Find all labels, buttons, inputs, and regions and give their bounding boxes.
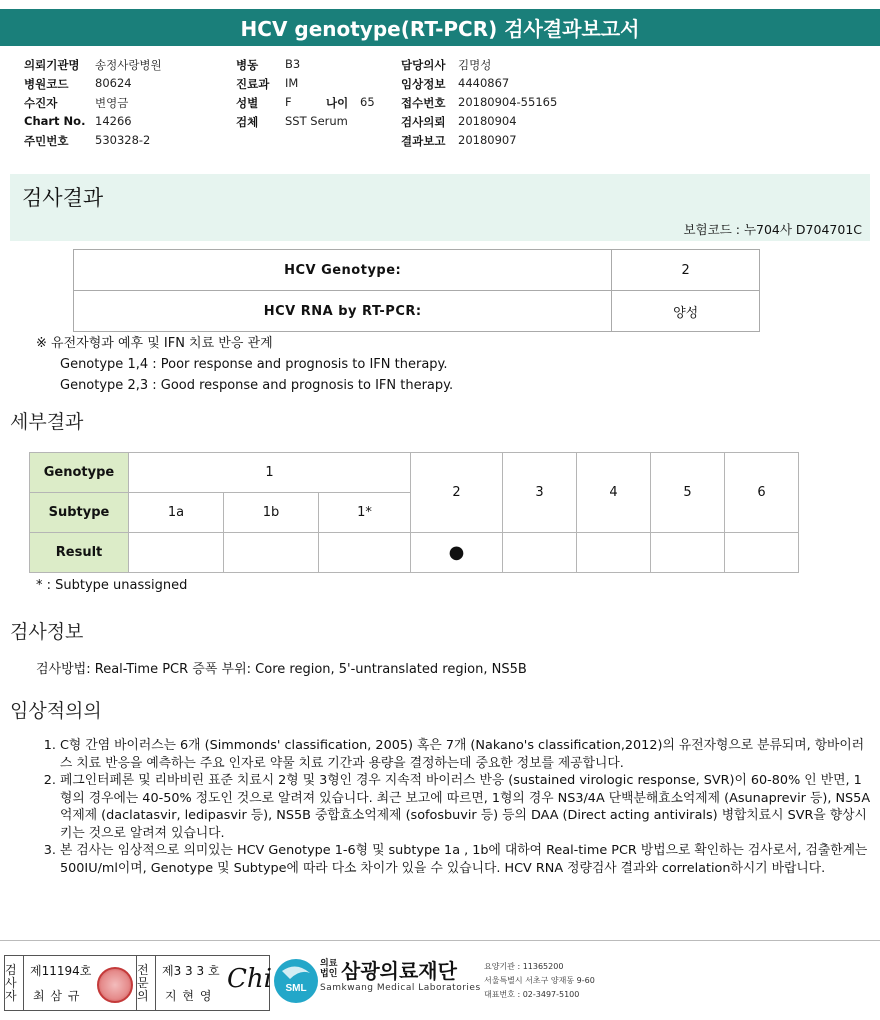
info-label: Chart No. bbox=[24, 114, 86, 128]
report-title: HCV genotype(RT-PCR) 검사결과보고서 bbox=[0, 9, 880, 46]
row-label-subtype: Subtype bbox=[30, 493, 129, 533]
info-label: 담당의사 bbox=[401, 58, 446, 72]
signer2-name: 지 현 영 bbox=[165, 989, 213, 1003]
info-label: 의뢰기관명 bbox=[24, 58, 80, 72]
subtype-cell: 1b bbox=[224, 493, 319, 533]
genotype-1: 1 bbox=[129, 453, 411, 493]
info-value: 80624 bbox=[95, 76, 132, 90]
info-value: 14266 bbox=[95, 114, 132, 128]
org-detail: 요양기관 : 11365200 bbox=[484, 962, 564, 971]
result-value: 2 bbox=[612, 250, 760, 291]
info-value: 20180907 bbox=[458, 133, 517, 147]
genotype-cell: 2 bbox=[411, 453, 503, 533]
row-label-genotype: Genotype bbox=[30, 453, 129, 493]
info-label: 병동 bbox=[236, 58, 259, 72]
info-label: 수진자 bbox=[24, 96, 58, 110]
result-cell bbox=[577, 533, 651, 573]
info-value: 송정사랑병원 bbox=[95, 58, 162, 72]
clinical-text bbox=[36, 737, 872, 877]
list-item: 2. 페그인터페론 및 리바비린 표준 치료시 2형 및 3형인 경우 지속적 바이러스 반응 (sustained virologic response, SVR)이 60-80% 인 반면, 1형의 경우에는 40-50% 정도인 것으로 알려져 있습니다. 최근 보고에 따르면, 1형의 경우 NS3/4A 단백분해효소억제제 (Asunaprevir 등), NS5A 억제제 (daclatasvir, ledipasvir 등), NS5B 중합효소억제제 (sofosbuvir 등) 등의 DAA (Direct acting antivirals) 병합치료시 SVR을 향상시키는 것으로 알려져 있습니다. bbox=[60, 772, 872, 842]
info-label: 진료과 bbox=[236, 77, 270, 91]
age-label: 나이 bbox=[326, 96, 349, 110]
signature-icon: Chi bbox=[227, 964, 272, 994]
prognosis-note bbox=[36, 333, 453, 396]
detail-table bbox=[29, 452, 799, 573]
footer-divider bbox=[0, 940, 880, 941]
info-label: 접수번호 bbox=[401, 96, 446, 110]
info-label: 성별 bbox=[236, 96, 259, 110]
info-label: 검체 bbox=[236, 115, 259, 129]
info-label: 주민번호 bbox=[24, 134, 69, 148]
info-value: 530328-2 bbox=[95, 133, 151, 147]
table-row bbox=[74, 250, 760, 291]
signature-box bbox=[4, 955, 270, 1011]
org-name: 삼광의료재단 bbox=[341, 959, 457, 983]
list-item: 3. 본 검사는 임상적으로 의미있는 HCV Genotype 1-6형 및 subtype 1a , 1b에 대하여 Real-time PCR 방법으로 확인하는 검사로서, 검출한계는 500IU/ml이며, Genotype 및 Subtype에 따라 다소 차이가 있을 수 있습니다. HCV RNA 정량검사 결과와 correlation하시기 바랍니다. bbox=[60, 842, 872, 877]
insurance-code: 보험코드 : 누704사 D704701C bbox=[683, 222, 862, 237]
info-value: 변영금 bbox=[95, 96, 129, 110]
org-detail: 서울특별시 서초구 양재동 9-60 bbox=[484, 976, 595, 985]
info-label: 병원코드 bbox=[24, 77, 69, 91]
signer2-license: 제3 3 3 호 bbox=[162, 964, 220, 978]
result-section bbox=[10, 174, 870, 241]
row-label-result: Result bbox=[30, 533, 129, 573]
result-cell bbox=[651, 533, 725, 573]
subtype-footnote: * : Subtype unassigned bbox=[36, 578, 188, 593]
org-detail: 대표번호 : 02-3497-5100 bbox=[484, 990, 580, 999]
result-cell bbox=[224, 533, 319, 573]
result-key: HCV RNA by RT-PCR: bbox=[74, 291, 612, 332]
info-value: B3 bbox=[285, 57, 301, 71]
result-key: HCV Genotype: bbox=[74, 250, 612, 291]
result-cell bbox=[319, 533, 411, 573]
info-value: IM bbox=[285, 76, 299, 90]
seal-icon bbox=[97, 967, 133, 1003]
note-title: ※ 유전자형과 예후 및 IFN 치료 반응 관계 bbox=[36, 336, 273, 351]
method-heading: 검사정보 bbox=[10, 621, 84, 643]
result-table bbox=[73, 249, 760, 332]
result-cell bbox=[725, 533, 799, 573]
result-cell bbox=[503, 533, 577, 573]
logo-text: SML bbox=[285, 983, 307, 994]
table-row bbox=[30, 453, 799, 493]
result-cell bbox=[129, 533, 224, 573]
age-value: 65 bbox=[360, 95, 375, 109]
info-value: F bbox=[285, 95, 292, 109]
subtype-cell: 1a bbox=[129, 493, 224, 533]
info-label: 검사의뢰 bbox=[401, 115, 446, 129]
list-item: 1. C형 간염 바이러스는 6개 (Simmonds' classification, 2005) 혹은 7개 (Nakano's classification,2012)의 유전자형으로 분류되며, 항바이러스 치료 반응을 예측하는 주요 인자로 약물 치료 기간과 용량을 결정하는데 중요한 정보를 제공합니다. bbox=[60, 737, 872, 772]
method-text: 검사방법: Real-Time PCR 증폭 부위: Core region, 5'-untranslated region, NS5B bbox=[36, 662, 527, 677]
sml-logo-icon bbox=[272, 957, 320, 1005]
signer1-name: 최 삼 규 bbox=[33, 989, 81, 1003]
clinical-heading: 임상적의의 bbox=[10, 700, 102, 722]
note-line: Genotype 2,3 : Good response and prognosis to IFN therapy. bbox=[60, 378, 454, 393]
table-row bbox=[74, 291, 760, 332]
info-value: 20180904-55165 bbox=[458, 95, 558, 109]
genotype-cell: 3 bbox=[503, 453, 577, 533]
info-label: 임상정보 bbox=[401, 77, 446, 91]
org-english: Samkwang Medical Laboratories bbox=[320, 983, 481, 993]
info-value: 4440867 bbox=[458, 76, 510, 90]
info-value: SST Serum bbox=[285, 114, 348, 128]
info-value: 20180904 bbox=[458, 114, 517, 128]
patient-info bbox=[24, 57, 864, 153]
genotype-cell: 4 bbox=[577, 453, 651, 533]
info-label: 결과보고 bbox=[401, 134, 446, 148]
detail-heading: 세부결과 bbox=[10, 411, 84, 433]
result-dot-icon: ● bbox=[411, 533, 503, 573]
genotype-cell: 5 bbox=[651, 453, 725, 533]
info-value: 김명성 bbox=[458, 58, 492, 72]
table-row bbox=[30, 533, 799, 573]
subtype-cell: 1* bbox=[319, 493, 411, 533]
signer1-license: 제11194호 bbox=[30, 964, 92, 978]
note-line: Genotype 1,4 : Poor response and prognosis to IFN therapy. bbox=[60, 357, 448, 372]
org-details bbox=[484, 960, 595, 1002]
result-heading: 검사결과 bbox=[22, 186, 104, 210]
signer1-role: 검사자 bbox=[5, 956, 24, 1010]
result-value: 양성 bbox=[612, 291, 760, 332]
org-prefix: 의료 법인 bbox=[320, 959, 338, 979]
genotype-cell: 6 bbox=[725, 453, 799, 533]
signer2-role: 전문의 bbox=[136, 956, 156, 1010]
